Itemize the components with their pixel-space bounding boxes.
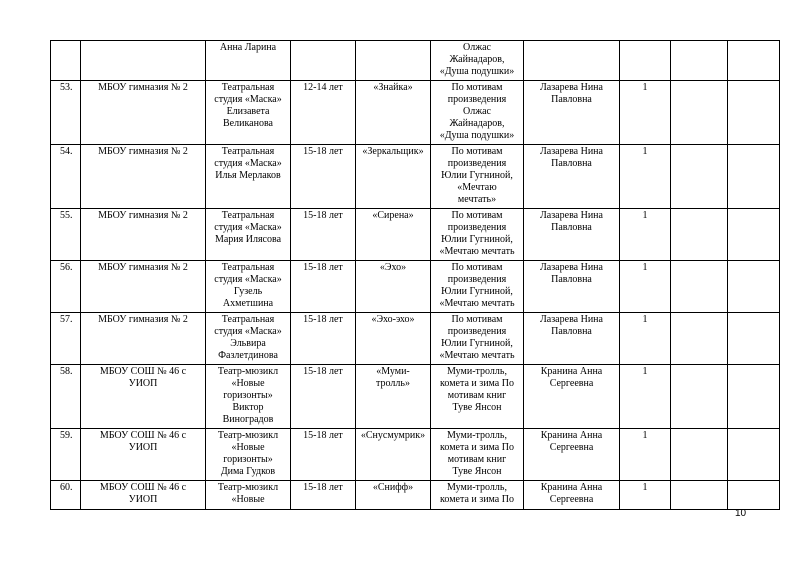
school-name-cell: МБОУ гимназия № 2 <box>81 145 206 209</box>
extra-cell-2 <box>728 209 780 261</box>
studio-participant-cell: Театральная студия «Маска» Гузель Ахметшина <box>206 261 291 313</box>
teacher-name-cell: Лазарева Нина Павловна <box>524 261 620 313</box>
extra-cell-2 <box>728 429 780 481</box>
participant-count-cell: 1 <box>620 81 671 145</box>
extra-cell-1 <box>671 429 728 481</box>
extra-cell-2 <box>728 481 780 510</box>
table-row <box>51 209 780 261</box>
teacher-name-cell: Кранина Анна Сергеевна <box>524 365 620 429</box>
extra-cell-2 <box>728 365 780 429</box>
source-work-cell: Муми-тролль, комета и зима По <box>431 481 524 510</box>
row-number-cell: 57. <box>51 313 81 365</box>
table-row <box>51 261 780 313</box>
source-work-cell: Олжас Жайнадаров, «Душа подушки» <box>431 41 524 81</box>
role-title-cell: «Сирена» <box>356 209 431 261</box>
extra-cell-1 <box>671 481 728 510</box>
studio-participant-cell: Театральная студия «Маска» Эльвира Фазлетдинова <box>206 313 291 365</box>
participant-count-cell: 1 <box>620 313 671 365</box>
table-row <box>51 313 780 365</box>
school-name-cell <box>81 41 206 81</box>
studio-participant-cell: Театр-мюзикл «Новые горизонты» Дима Гудков <box>206 429 291 481</box>
age-group-cell: 15-18 лет <box>291 481 356 510</box>
school-name-cell: МБОУ СОШ № 46 с УИОП <box>81 365 206 429</box>
role-title-cell: «Снусмумрик» <box>356 429 431 481</box>
source-work-cell: Муми-тролль, комета и зима По мотивам книг Туве Янсон <box>431 365 524 429</box>
extra-cell-2 <box>728 41 780 81</box>
row-number-cell <box>51 41 81 81</box>
school-name-cell: МБОУ гимназия № 2 <box>81 81 206 145</box>
participants-table <box>50 40 780 510</box>
studio-participant-cell: Театр-мюзикл «Новые горизонты» Виктор Виноградов <box>206 365 291 429</box>
source-work-cell: По мотивам произведения Олжас Жайнадаров, «Душа подушки» <box>431 81 524 145</box>
school-name-cell: МБОУ СОШ № 46 с УИОП <box>81 429 206 481</box>
teacher-name-cell: Лазарева Нина Павловна <box>524 209 620 261</box>
participant-count-cell: 1 <box>620 209 671 261</box>
table-row <box>51 145 780 209</box>
studio-participant-cell: Театральная студия «Маска» Елизавета Великанова <box>206 81 291 145</box>
row-number-cell: 60. <box>51 481 81 510</box>
teacher-name-cell <box>524 41 620 81</box>
teacher-name-cell: Кранина Анна Сергеевна <box>524 481 620 510</box>
extra-cell-1 <box>671 313 728 365</box>
studio-participant-cell: Театральная студия «Маска» Мария Илясова <box>206 209 291 261</box>
age-group-cell: 12-14 лет <box>291 81 356 145</box>
participant-count-cell: 1 <box>620 145 671 209</box>
extra-cell-1 <box>671 41 728 81</box>
teacher-name-cell: Лазарева Нина Павловна <box>524 81 620 145</box>
extra-cell-1 <box>671 209 728 261</box>
participant-count-cell: 1 <box>620 365 671 429</box>
role-title-cell: «Снифф» <box>356 481 431 510</box>
role-title-cell: «Муми- тролль» <box>356 365 431 429</box>
row-number-cell: 56. <box>51 261 81 313</box>
row-number-cell: 53. <box>51 81 81 145</box>
table-row <box>51 365 780 429</box>
teacher-name-cell: Лазарева Нина Павловна <box>524 145 620 209</box>
school-name-cell: МБОУ гимназия № 2 <box>81 209 206 261</box>
role-title-cell: «Зеркальщик» <box>356 145 431 209</box>
age-group-cell <box>291 41 356 81</box>
row-number-cell: 59. <box>51 429 81 481</box>
table-row <box>51 429 780 481</box>
role-title-cell: «Эхо» <box>356 261 431 313</box>
role-title-cell <box>356 41 431 81</box>
teacher-name-cell: Кранина Анна Сергеевна <box>524 429 620 481</box>
extra-cell-2 <box>728 313 780 365</box>
row-number-cell: 58. <box>51 365 81 429</box>
extra-cell-2 <box>728 145 780 209</box>
age-group-cell: 15-18 лет <box>291 429 356 481</box>
school-name-cell: МБОУ гимназия № 2 <box>81 313 206 365</box>
source-work-cell: По мотивам произведения Юлии Гугниной, «Мечтаю мечтать <box>431 261 524 313</box>
age-group-cell: 15-18 лет <box>291 313 356 365</box>
age-group-cell: 15-18 лет <box>291 209 356 261</box>
teacher-name-cell: Лазарева Нина Павловна <box>524 313 620 365</box>
participant-count-cell: 1 <box>620 429 671 481</box>
participant-count-cell: 1 <box>620 261 671 313</box>
table-row <box>51 41 780 81</box>
studio-participant-cell: Театр-мюзикл «Новые <box>206 481 291 510</box>
age-group-cell: 15-18 лет <box>291 365 356 429</box>
extra-cell-1 <box>671 261 728 313</box>
role-title-cell: «Знайка» <box>356 81 431 145</box>
source-work-cell: По мотивам произведения Юлии Гугниной, «Мечтаю мечтать <box>431 313 524 365</box>
source-work-cell: По мотивам произведения Юлии Гугниной, «Мечтаю мечтать <box>431 209 524 261</box>
studio-participant-cell: Анна Ларина <box>206 41 291 81</box>
extra-cell-1 <box>671 145 728 209</box>
school-name-cell: МБОУ СОШ № 46 с УИОП <box>81 481 206 510</box>
source-work-cell: По мотивам произведения Юлии Гугниной, «Мечтаю мечтать» <box>431 145 524 209</box>
extra-cell-2 <box>728 81 780 145</box>
participant-count-cell: 1 <box>620 481 671 510</box>
row-number-cell: 54. <box>51 145 81 209</box>
table-row <box>51 481 780 510</box>
extra-cell-2 <box>728 261 780 313</box>
school-name-cell: МБОУ гимназия № 2 <box>81 261 206 313</box>
extra-cell-1 <box>671 365 728 429</box>
extra-cell-1 <box>671 81 728 145</box>
page-number: 10 <box>735 508 747 519</box>
studio-participant-cell: Театральная студия «Маска» Илья Мерлаков <box>206 145 291 209</box>
role-title-cell: «Эхо-эхо» <box>356 313 431 365</box>
age-group-cell: 15-18 лет <box>291 261 356 313</box>
source-work-cell: Муми-тролль, комета и зима По мотивам книг Туве Янсон <box>431 429 524 481</box>
table-row <box>51 81 780 145</box>
participant-count-cell <box>620 41 671 81</box>
age-group-cell: 15-18 лет <box>291 145 356 209</box>
row-number-cell: 55. <box>51 209 81 261</box>
